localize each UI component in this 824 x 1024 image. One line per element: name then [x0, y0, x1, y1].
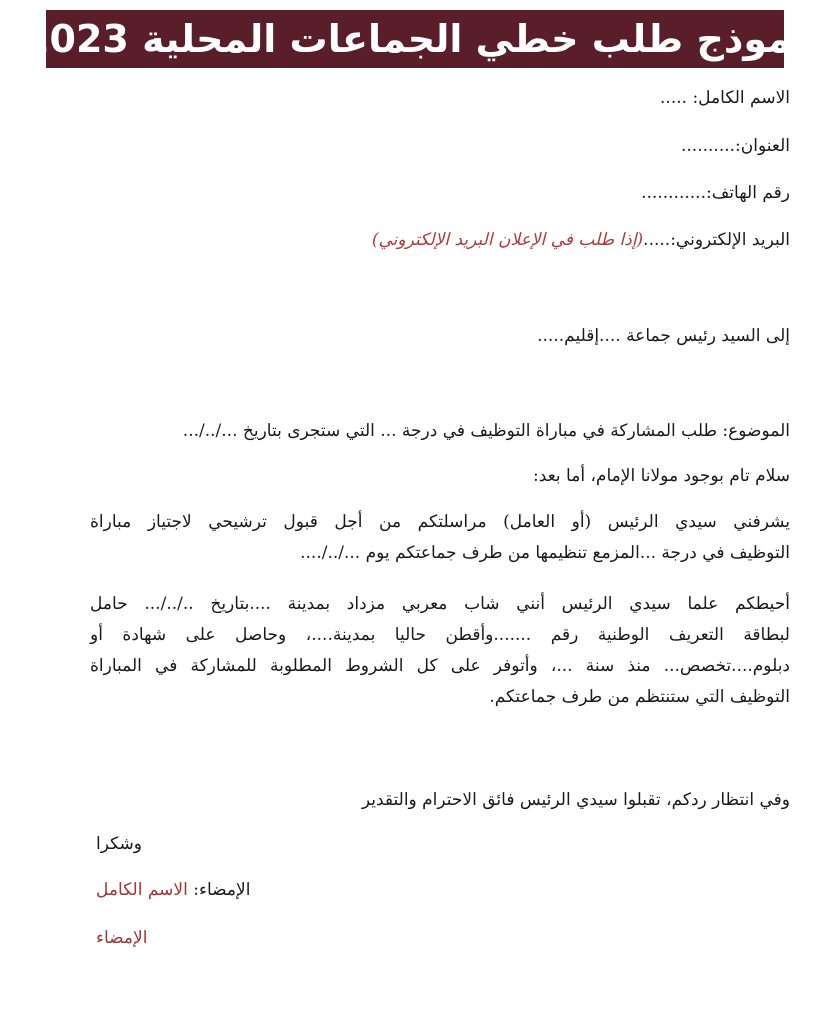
- email-label: البريد الإلكتروني:.....: [643, 230, 790, 250]
- paragraph-line: يشرفني سيدي الرئيس (أو العامل) مراسلتكم من أجل قبول ترشيحي لاجتياز مباراة: [90, 512, 790, 532]
- page-banner-title: نموذج طلب خطي الجماعات المحلية 2023: [46, 10, 784, 68]
- address-field: العنوان:..........: [681, 136, 790, 156]
- recipient-line: إلى السيد رئيس جماعة ....إقليم.....: [537, 326, 790, 346]
- signature-label: الإمضاء:: [193, 880, 251, 900]
- subject-line: الموضوع: طلب المشاركة في مباراة التوظيف في درجة ... التي ستجرى بتاريخ .../../...: [182, 421, 790, 441]
- greeting-line: سلام تام بوجود مولانا الإمام، أما بعد:: [533, 466, 790, 486]
- email-field: [372, 230, 790, 250]
- paragraph-details: [90, 589, 790, 713]
- paragraph-line: لبطاقة التعريف الوطنية رقم .......وأقطن حاليا بمدينة....، وحاصل على شهادة أو: [90, 625, 790, 645]
- paragraph-line: التوظيف التي ستنتظم من طرف جماعتكم.: [489, 687, 790, 707]
- signature-name: الاسم الكامل: [96, 880, 188, 900]
- paragraph-request: [90, 507, 790, 569]
- closing-line: وفي انتظار ردكم، تقبلوا سيدي الرئيس فائق الاحترام والتقدير: [361, 790, 790, 810]
- signature-field: الإمضاء: [96, 928, 148, 948]
- paragraph-line: دبلوم....تخصص... منذ سنة ...، وأتوفر على كل الشروط المطلوبة للمشاركة في المباراة: [90, 656, 790, 676]
- thanks-line: وشكرا: [96, 834, 142, 854]
- phone-field: رقم الهاتف:............: [641, 183, 790, 203]
- signature-label-line: [96, 880, 250, 900]
- email-note: (إذا طلب في الإعلان البريد الإلكتروني): [371, 230, 644, 250]
- full-name-field: الاسم الكامل: .....: [660, 88, 790, 108]
- paragraph-line: التوظيف في درجة ...المزمع تنظيمها من طرف جماعتكم يوم .../../....: [300, 543, 790, 563]
- paragraph-line: أحيطكم علما سيدي الرئيس أنني شاب معربي مزداد بمدينة ....بتاريخ ../../... حامل: [90, 594, 790, 614]
